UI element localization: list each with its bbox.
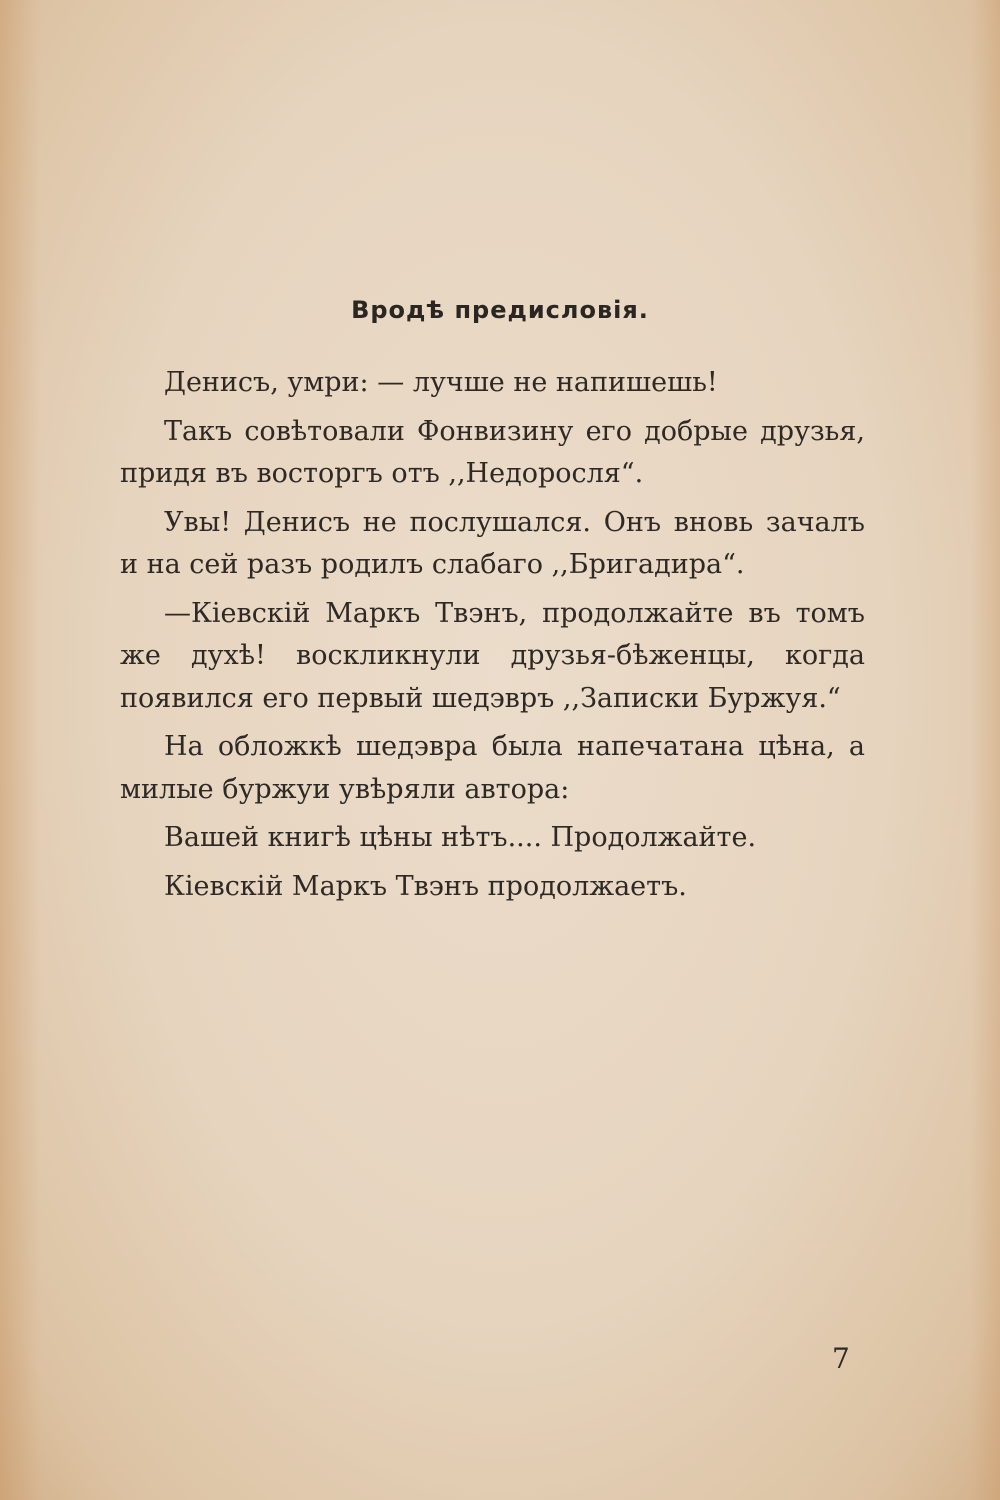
text-body <box>120 362 865 914</box>
paragraph-7: Кіевскій Маркъ Твэнъ продолжаетъ. <box>164 870 687 902</box>
page-number: 7 <box>832 1342 850 1375</box>
paragraph-3: Увы! Денисъ не послушался. Онъ вновь зачалъ и на сей разъ родилъ слабаго ,,Бригадира“. <box>120 506 865 580</box>
paragraph-6: Вашей книгѣ цѣны нѣтъ.... Продолжайте. <box>164 822 757 853</box>
paragraph-2: Такъ совѣтовали Фонвизину его добрые друзья, придя въ восторгъ отъ ,,Недоросля“. <box>120 415 865 489</box>
paragraph-5: На обложкѣ шедэвра была напечатана цѣна, а милые буржуи увѣряли автора: <box>120 731 865 805</box>
paragraph-1: Денисъ, умри: — лучше не напишешь! <box>164 367 718 398</box>
page-heading: Вродѣ предисловія. <box>351 296 649 324</box>
page-edge-shadow-left <box>0 0 40 1500</box>
paragraph-4: —Кіевскій Маркъ Твэнъ, продолжайте въ томъ же духѣ! воскликнули друзья-бѣженцы, когда появился его первый шедэвръ ,,Записки Буржуя.“ <box>120 597 865 714</box>
page-edge-shadow-right <box>970 0 1000 1500</box>
